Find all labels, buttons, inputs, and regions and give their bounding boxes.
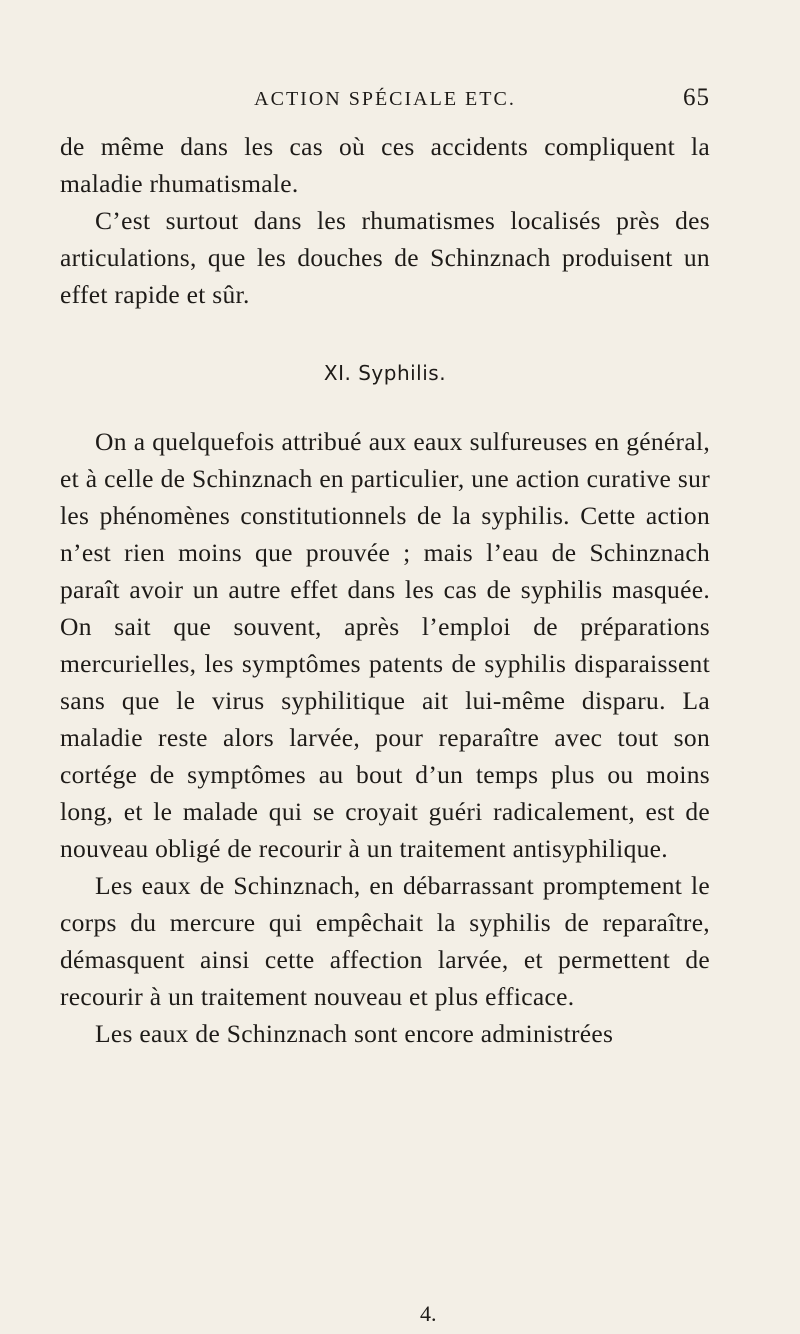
body-text (60, 128, 710, 1052)
running-title: ACTION SPÉCIALE ETC. (254, 88, 516, 110)
paragraph-syphilis-intro: On a quelquefois attribué aux eaux sulfureuses en général, et à celle de Schinznach en particulier, une action curative sur les phénomènes constitutionnels de la syphilis. Cette action n’est rien moins que prouvée ; mais l’eau de Schinznach paraît avoir un autre effet dans les cas de syphilis masquée. On sait que souvent, après l’emploi de préparations mercurielles, les symptômes patents de syphilis disparaissent sans que le virus syphilitique ait lui-même disparu. La maladie reste alors larvée, pour reparaître avec tout son cortége de symptômes au bout d’un temps plus ou moins long, et le malade qui se croyait guéri radicalement, est de nouveau obligé de recourir à un traitement antisyphilique. (60, 427, 710, 863)
page-number: 65 (683, 84, 710, 111)
paragraph-rhumatismes: C’est surtout dans les rhumatismes localisés près des articulations, que les douches de Schinznach produisent un effet rapide et sûr. (60, 206, 710, 309)
signature-mark: 4. (420, 1301, 437, 1326)
paragraph-eaux-mercure: Les eaux de Schinznach, en débarrassant promptement le corps du mercure qui empêchait la syphilis de reparaître, démasquent ainsi cette affection larvée, et permettent de recourir à un traitement nouveau et plus efficace. (60, 871, 710, 1011)
section-heading: XI. Syphilis. (323, 361, 447, 385)
paragraph-continuation: de même dans les cas où ces accidents compliquent la maladie rhumatismale. (60, 132, 710, 198)
paragraph-administrees: Les eaux de Schinznach sont encore administrées (95, 1019, 614, 1048)
running-head (60, 84, 710, 120)
